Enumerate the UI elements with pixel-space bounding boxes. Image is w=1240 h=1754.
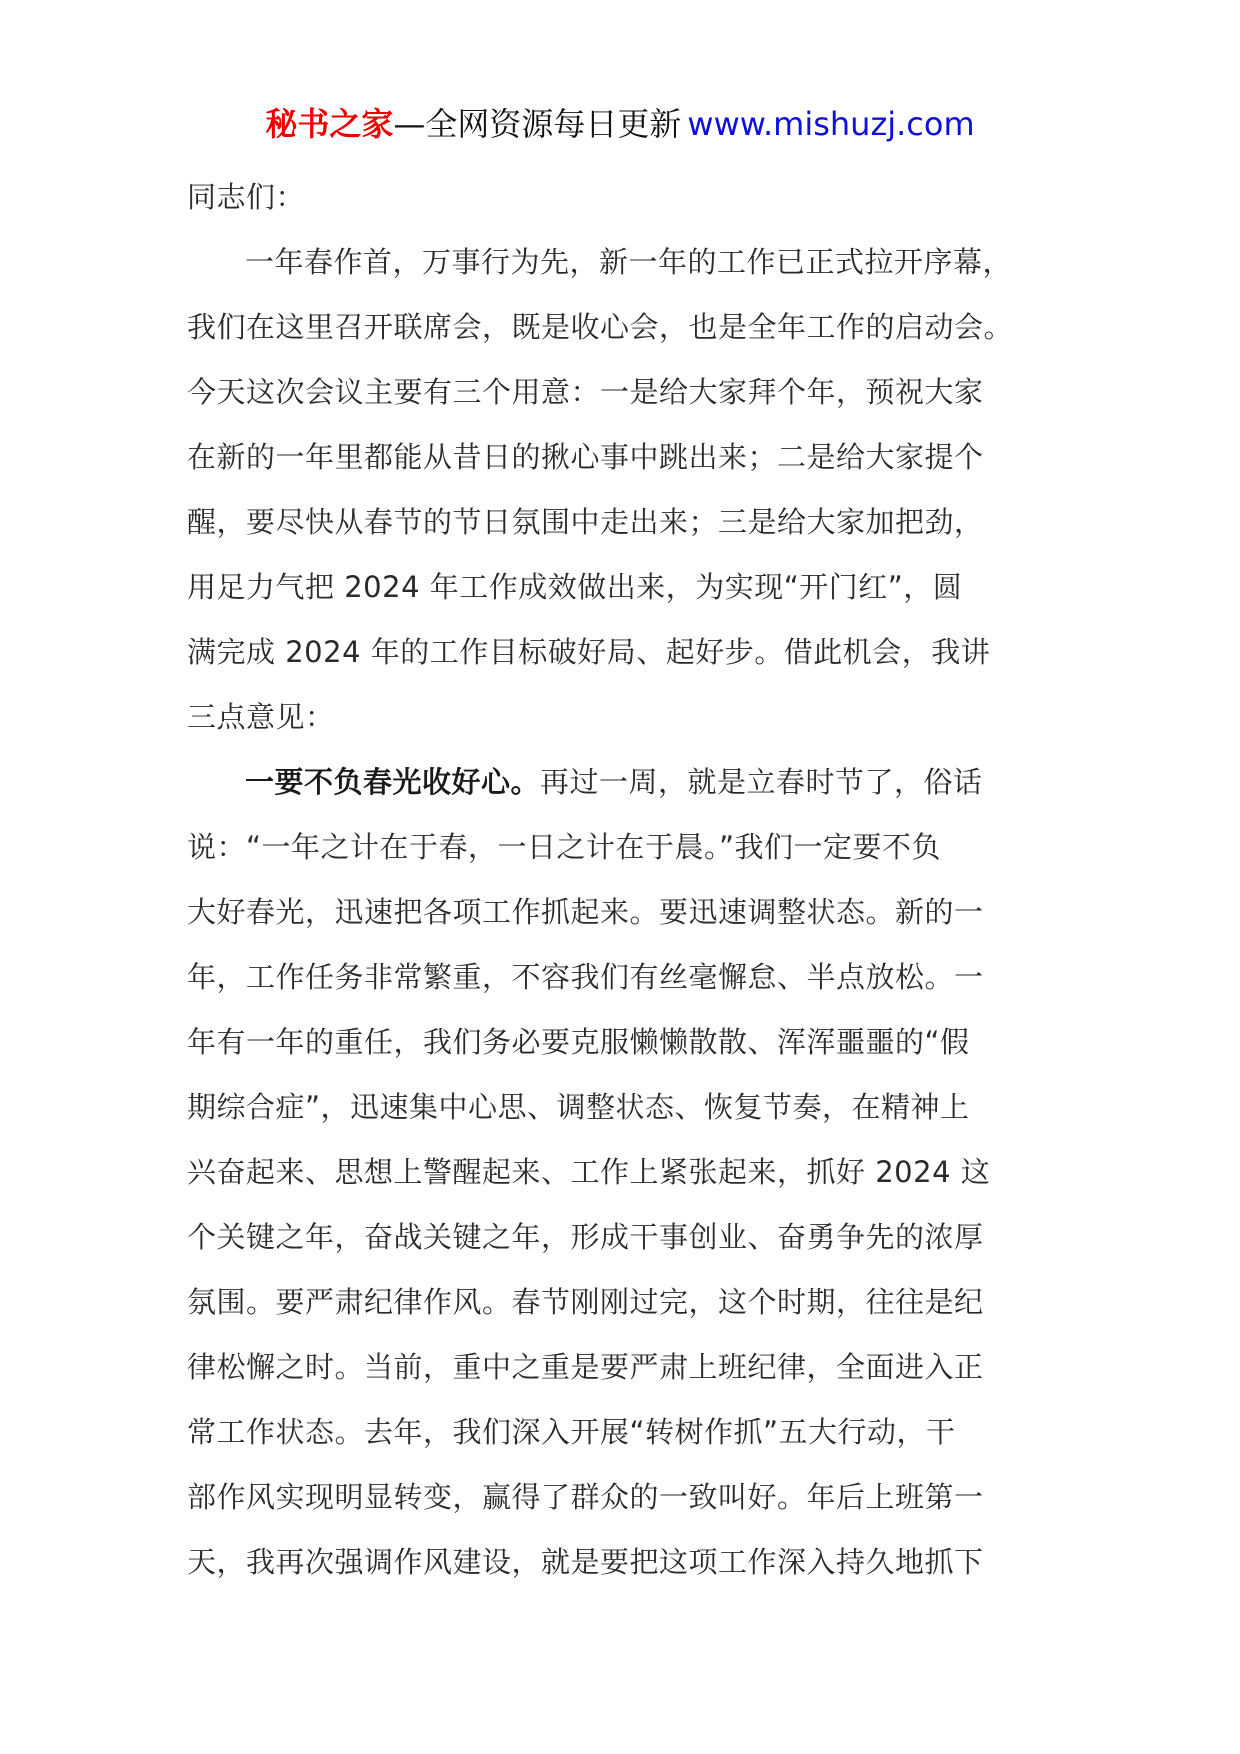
site-url-link[interactable]: www.mishuzj.com (687, 105, 975, 143)
salutation: 同志们： (187, 180, 306, 214)
brand-name: 秘书之家 (265, 105, 394, 143)
document-header (0, 100, 1240, 148)
header-slogan: —全网资源每日更新 (393, 105, 682, 143)
point-one-text: 再过一周，就是立春时节了，俗话 说：“一年之计在于春，一日之计在于晨。”我们一定要不负 大好春光，迅速把各项工作抓起来。要迅速调整状态。新的一 年，工作任务非常繁重，不容我们有丝毫懈怠、半点放松。一 年有一年的重任，我们务必要克服懒懒散散、浑浑噩噩的“假 期综合症”，迅速集中心思、调整状态、恢复节奏，在精神上 兴奋起来、思想上警醒起来、工作上紧张起来，抓好 2024 这 个关键之年，奋战关键之年，形成干事创业、奋勇争先的浓厚 氛围。要严肃纪律作风。春节刚刚过完，这个时期，往往是纪 律松懈之时。当前，重中之重是要严肃上班纪律，全面进入正 常工作状态。去年，我们深入开展“转树作抓”五大行动，干 部作风实现明显转变，赢得了群众的一致叫好。年后上班第一 天，我再次强调作风建设，就是要把这项工作深入持久地抓下 (187, 765, 991, 1579)
paragraph-point-one (187, 750, 1067, 1595)
document-body (187, 165, 1067, 1595)
paragraph-intro: 一年春作首，万事行为先，新一年的工作已正式拉开序幕， 我们在这里召开联席会，既是收心会，也是全年工作的启动会。 今天这次会议主要有三个用意：一是给大家拜个年，预祝大家 在新的一年里都能从昔日的揪心事中跳出来；二是给大家提个 醒，要尽快从春节的节日氛围中走出来；三是给大家加把劲， 用足力气把 2024 年工作成效做出来，为实现“开门红”，圆 满完成 2024 年的工作目标破好局、起好步。借此机会，我讲 三点意见： (187, 245, 1014, 734)
point-one-heading: 一要不负春光收好心。 (245, 765, 541, 799)
